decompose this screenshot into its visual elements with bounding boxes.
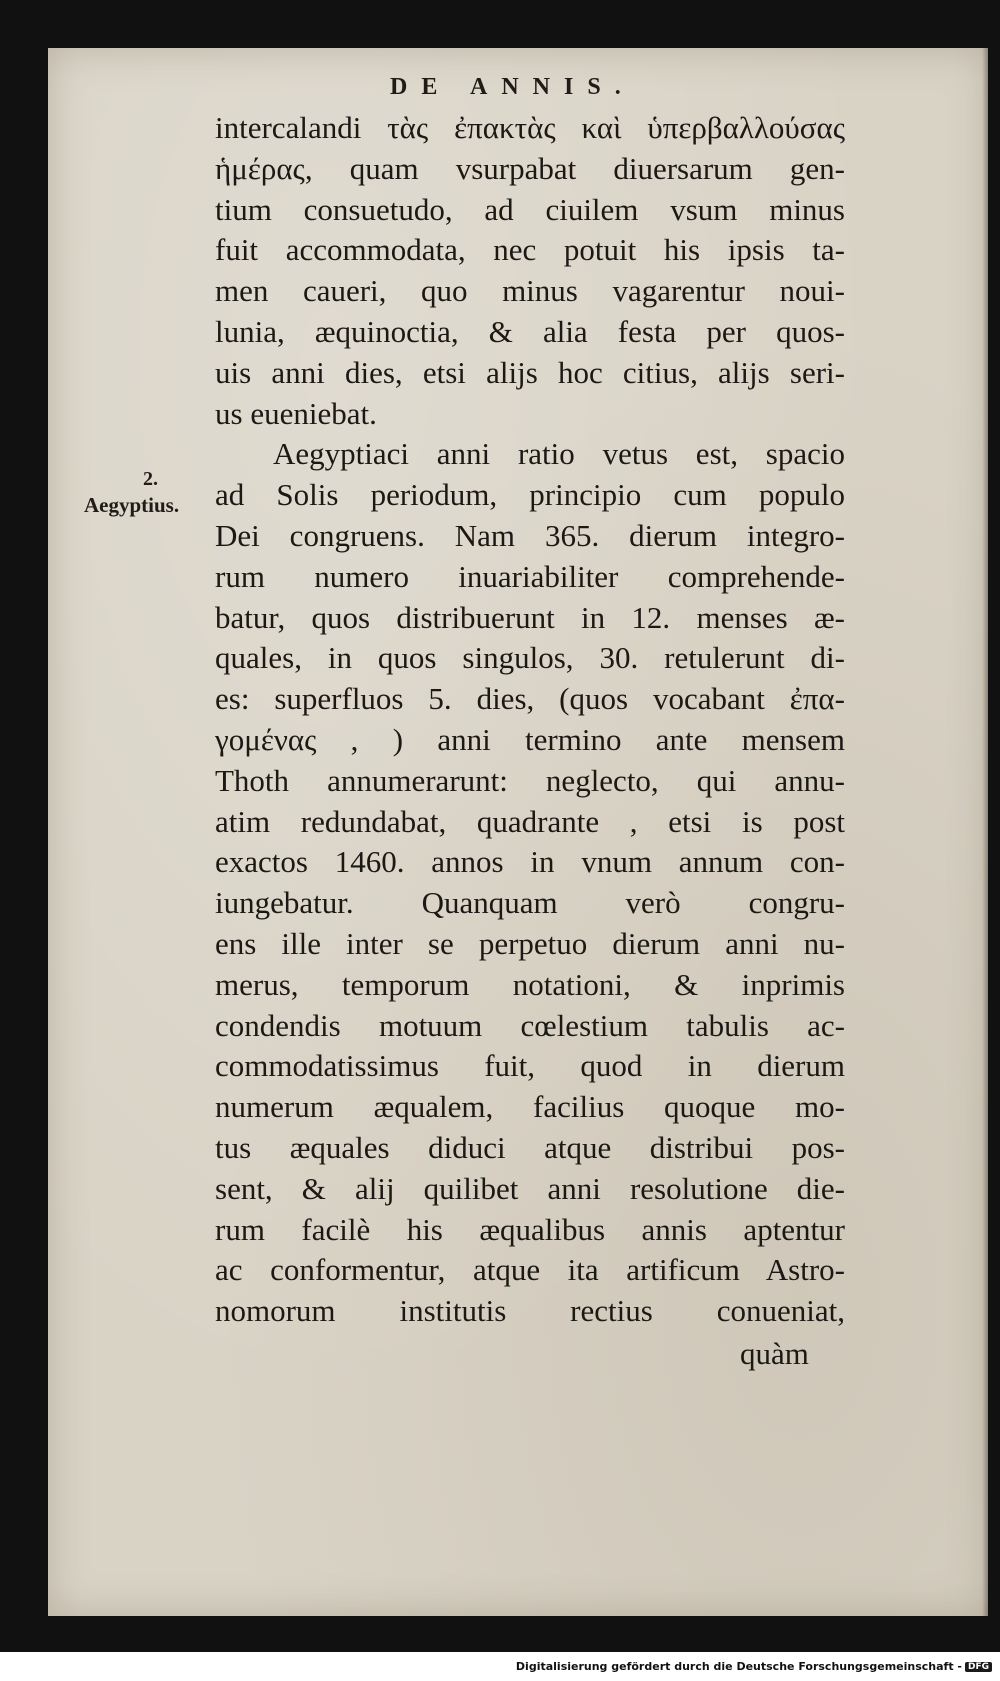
text-line: tus æquales diduci atque distribui pos- [215, 1129, 845, 1165]
text-line: ἡμέρας, quam vsurpabat diuersarum gen- [215, 150, 845, 186]
text-line: iungebatur. Quanquam verò congru- [215, 885, 845, 921]
text-line: lunia, æquinoctia, & alia festa per quos- [215, 313, 845, 349]
text-line: sent, & alij quilibet anni resolutione die- [215, 1170, 845, 1206]
text-line: quales, in quos singulos, 30. retulerunt di- [215, 640, 845, 676]
text-line: ad Solis periodum, principio cum populo [215, 477, 845, 513]
body-text [215, 108, 845, 1332]
dfg-logo: DFG [965, 1662, 992, 1672]
text-line: γομένας , ) anni termino ante mensem [215, 721, 845, 757]
text-line: us eueniebat. [215, 395, 377, 431]
text-line: atim redundabat, quadrante , etsi is post [215, 803, 845, 839]
text-line: uis anni dies, etsi alijs hoc citius, alijs seri- [215, 354, 845, 390]
footer-credit [516, 1660, 992, 1673]
text-line: Aegyptiaci anni ratio vetus est, spacio [273, 436, 845, 472]
running-head: DE ANNIS. [390, 74, 635, 100]
text-line: ens ille inter se perpetuo dierum anni nu- [215, 925, 845, 961]
text-line: merus, temporum notationi, & inprimis [215, 966, 845, 1002]
text-line: fuit accommodata, nec potuit his ipsis ta- [215, 232, 845, 268]
text-line: commodatissimus fuit, quod in dierum [215, 1048, 845, 1084]
text-line: nomorum institutis rectius conueniat, [215, 1293, 845, 1329]
text-line: condendis motuum cœlestium tabulis ac- [215, 1007, 845, 1043]
text-line: exactos 1460. annos in vnum annum con- [215, 844, 845, 880]
text-line: Dei congruens. Nam 365. dierum integro- [215, 517, 845, 553]
text-line: rum facilè his æqualibus annis aptentur [215, 1211, 845, 1247]
text-line: men caueri, quo minus vagarentur noui- [215, 273, 845, 309]
margin-section-number: 2. [143, 468, 158, 490]
text-line: intercalandi τὰς ἐπακτὰς καὶ ὑπερβαλλούσας [215, 110, 845, 145]
margin-note: Aegyptius. [84, 493, 180, 517]
text-line: Thoth annumerarunt: neglecto, qui annu- [215, 762, 845, 798]
page-edge-shadow [982, 48, 988, 1616]
text-line: tium consuetudo, ad ciuilem vsum minus [215, 191, 845, 227]
text-line: rum numero inuariabiliter comprehende- [215, 558, 845, 594]
catchword: quàm [740, 1336, 809, 1371]
text-line: ac conformentur, atque ita artificum Astro- [215, 1252, 845, 1288]
text-line: numerum æqualem, facilius quoque mo- [215, 1089, 845, 1125]
text-line: batur, quos distribuerunt in 12. menses æ- [215, 599, 845, 635]
text-line: es: superfluos 5. dies, (quos vocabant ἐπα- [215, 681, 845, 717]
footer-credit-text: Digitalisierung gefördert durch die Deutsche Forschungsgemeinschaft - [515, 1660, 962, 1673]
